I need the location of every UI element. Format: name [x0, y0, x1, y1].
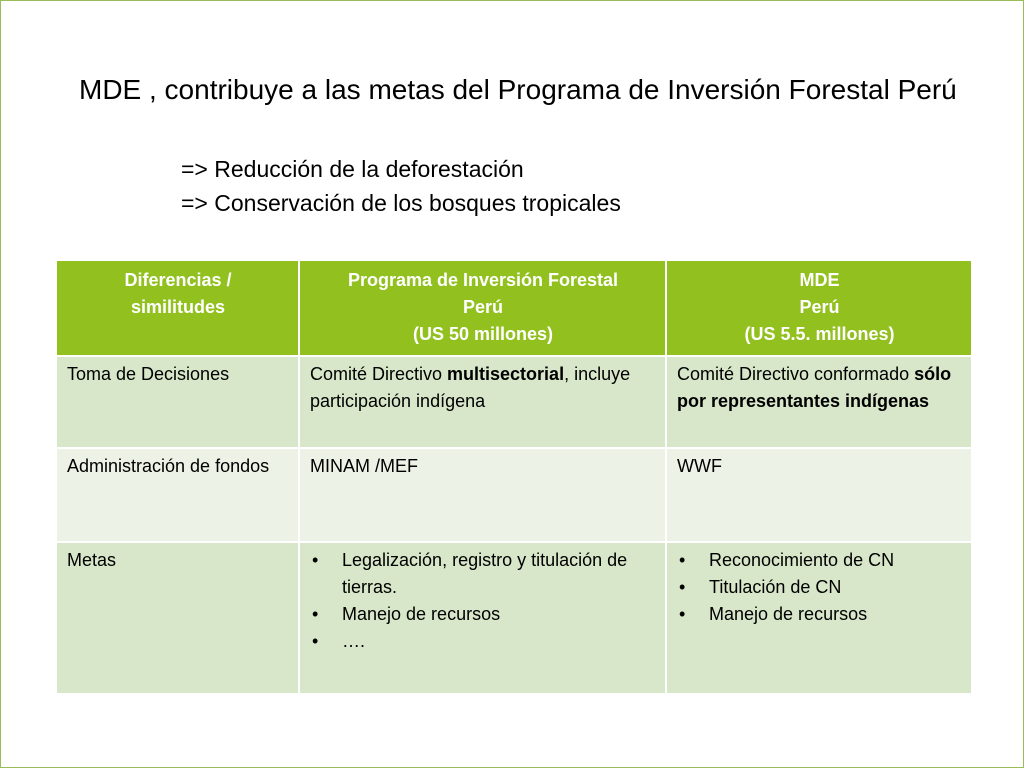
cell-bold-text: multisectorial [447, 364, 565, 384]
list-item-text: Reconocimiento de CN [709, 550, 895, 570]
cell-bold-text: sólo por representantes indígenas [677, 364, 952, 411]
header-diferencias [56, 260, 299, 356]
list-item [310, 547, 656, 601]
cell-pif-fondos: MINAM /MEF [299, 448, 666, 542]
bullet-glyph: • [679, 577, 686, 597]
cell-pif-decisiones [299, 356, 666, 448]
cell-mde-metas [666, 542, 972, 694]
table-row [56, 448, 972, 542]
comparison-table [55, 259, 973, 695]
header-text: Diferencias / [124, 270, 232, 290]
header-text: Perú [462, 297, 504, 317]
goal-conservacion: => Conservación de los bosques tropicales [181, 190, 621, 216]
list-item [677, 574, 962, 601]
list-item-text: Manejo de recursos [709, 604, 868, 624]
bullet-glyph: • [312, 550, 319, 570]
cell-text: , incluye participación indígena [310, 364, 631, 411]
bullet-glyph: • [312, 631, 319, 651]
mde-metas-list [677, 547, 962, 628]
header-mde [666, 260, 972, 356]
list-item-text: Legalización, registro y titulación de tierras. [342, 550, 628, 597]
bullet-glyph: • [679, 550, 686, 570]
list-item [677, 601, 962, 628]
header-programa [299, 260, 666, 356]
list-item [310, 601, 656, 628]
table-row [56, 542, 972, 694]
cell-mde-fondos: WWF [666, 448, 972, 542]
row-label: Metas [56, 542, 299, 694]
table-header-row [56, 260, 972, 356]
row-label: Toma de Decisiones [56, 356, 299, 448]
header-text: Perú [799, 297, 840, 317]
header-text: (US 50 millones) [412, 324, 554, 344]
goal-reduccion: => Reducción de la deforestación [181, 156, 524, 182]
list-item-text: Titulación de CN [709, 577, 842, 597]
header-text: Programa de Inversión Forestal [347, 270, 619, 290]
list-item-text: …. [342, 631, 366, 651]
table-row [56, 356, 972, 448]
row-label: Administración de fondos [56, 448, 299, 542]
slide-title: MDE , contribuye a las metas del Programa de Inversión Forestal Perú [79, 74, 957, 105]
bullet-glyph: • [679, 604, 686, 624]
cell-text: Comité Directivo conformado [677, 364, 915, 384]
pif-metas-list [310, 547, 656, 655]
header-text: MDE [799, 270, 840, 290]
header-text: similitudes [130, 297, 226, 317]
list-item [310, 628, 656, 655]
cell-pif-metas [299, 542, 666, 694]
bullet-glyph: • [312, 604, 319, 624]
list-item-text: Manejo de recursos [342, 604, 501, 624]
cell-mde-decisiones [666, 356, 972, 448]
list-item [677, 547, 962, 574]
header-text: (US 5.5. millones) [744, 324, 895, 344]
cell-text: Comité Directivo [310, 364, 448, 384]
